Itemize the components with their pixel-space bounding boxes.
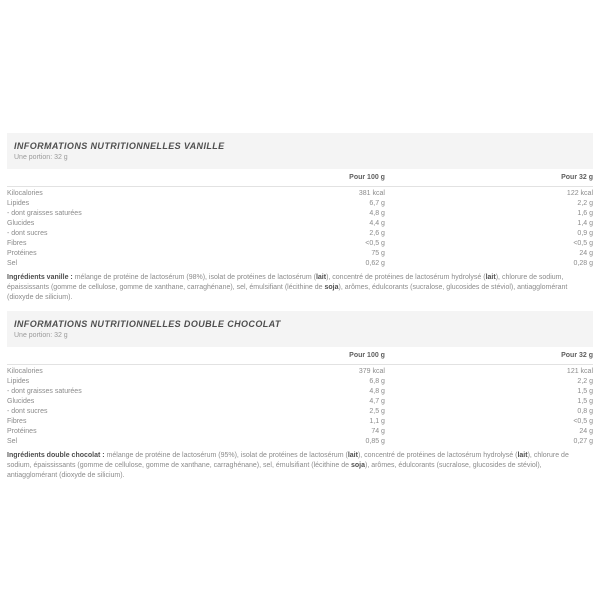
nutrition-table-vanille [7,171,593,269]
table-row [7,239,593,249]
per-100g-column-header: Pour 100 g [241,349,385,365]
value-per-32g: <0,5 g [573,240,593,247]
value-per-32g: 1,6 g [577,210,593,217]
value-per-100g: 2,6 g [369,230,385,237]
nutrient-label: Kilocalories [7,368,43,375]
table-row [7,229,593,239]
value-per-100g: 4,7 g [369,398,385,405]
per-100g-column-header: Pour 100 g [241,171,385,187]
table-row [7,387,593,397]
table-row [7,417,593,427]
section-title: INFORMATIONS NUTRITIONNELLES VANILLE [14,141,225,151]
nutrient-label: Sel [7,260,18,267]
ingredients-label: Ingrédients double chocolat : [7,452,107,459]
section-header-double-chocolat [7,311,593,347]
value-per-32g: 0,28 g [573,260,593,267]
table-row [7,259,593,269]
nutrient-label: - dont sucres [7,230,48,237]
section-vanille [7,133,593,303]
value-per-32g: 2,2 g [577,200,593,207]
portion-label: Une portion: 32 g [14,154,68,161]
ingredients-label: Ingrédients vanille : [7,274,75,281]
value-per-32g: 1,5 g [577,398,593,405]
value-per-32g: 0,8 g [577,408,593,415]
value-per-32g: 0,27 g [573,438,593,445]
value-per-100g: 74 g [371,428,385,435]
value-per-32g: 24 g [579,250,593,257]
nutrient-label: Fibres [7,418,27,425]
ingredients-paragraph-double-chocolat [7,451,593,481]
nutrient-label: Fibres [7,240,27,247]
nutrient-label: Glucides [7,220,35,227]
per-32g-column-header: Pour 32 g [385,349,593,365]
ingredients-paragraph-vanille [7,273,593,303]
section-header-vanille [7,133,593,169]
nutrient-label: Protéines [7,250,37,257]
nutrient-column-header [7,349,241,365]
table-row [7,437,593,447]
nutrient-label: - dont sucres [7,408,48,415]
nutrient-label: Kilocalories [7,190,43,197]
nutrient-label: - dont graisses saturées [7,210,82,217]
nutrient-label: Glucides [7,398,35,405]
value-per-100g: 2,5 g [369,408,385,415]
value-per-100g: 75 g [371,250,385,257]
value-per-100g: <0,5 g [365,240,385,247]
value-per-100g: 4,4 g [369,220,385,227]
value-per-100g: 1,1 g [369,418,385,425]
value-per-32g: 1,4 g [577,220,593,227]
ingredients-text: mélange de protéine de lactosérum (95%), isolat de protéines de lactosérum (lait), concentré de protéines de lactosérum hydrolysé (lait), chlorure de sodium, épaississants (gomme de cellulose, gomme de xanthane, carraghénane), sel, émulsifiant (lécithine de soja), arômes, édulcorants (sucralose, glucosides de stéviol), antiagglomérant (dioxyde de silicium). [7,452,569,479]
table-header-row [7,349,593,365]
nutrient-label: - dont graisses saturées [7,388,82,395]
value-per-100g: 0,85 g [365,438,385,445]
value-per-100g: 6,8 g [369,378,385,385]
value-per-32g: <0,5 g [573,418,593,425]
table-row [7,427,593,437]
value-per-32g: 24 g [579,428,593,435]
section-title: INFORMATIONS NUTRITIONNELLES DOUBLE CHOCOLAT [14,319,281,329]
nutrient-column-header [7,171,241,187]
portion-label: Une portion: 32 g [14,332,68,339]
table-row [7,187,593,200]
value-per-100g: 381 kcal [358,190,385,197]
value-per-32g: 1,5 g [577,388,593,395]
nutrient-label: Lipides [7,378,30,385]
nutrition-table-double-chocolat [7,349,593,447]
nutrient-label: Protéines [7,428,37,435]
table-row [7,365,593,378]
nutrient-label: Sel [7,438,18,445]
table-row [7,397,593,407]
section-double-chocolat [7,311,593,481]
table-row [7,249,593,259]
value-per-100g: 379 kcal [358,368,385,375]
value-per-100g: 4,8 g [369,210,385,217]
per-32g-column-header: Pour 32 g [385,171,593,187]
table-row [7,219,593,229]
value-per-100g: 6,7 g [369,200,385,207]
ingredients-text: mélange de protéine de lactosérum (98%), isolat de protéines de lactosérum (lait), concentré de protéines de lactosérum hydrolysé (lait), chlorure de sodium, épaississants (gomme de cellulose, gomme de xanthane, carraghénane), sel, émulsifiant (lécithine de soja), arômes, édulcorants (sucralose, glucosides de stéviol), antiagglomérant (dioxyde de silicium). [7,274,568,301]
nutrient-label: Lipides [7,200,30,207]
table-row [7,209,593,219]
value-per-32g: 0,9 g [577,230,593,237]
table-row [7,199,593,209]
value-per-32g: 121 kcal [566,368,593,375]
value-per-32g: 2,2 g [577,378,593,385]
table-row [7,407,593,417]
value-per-100g: 0,62 g [365,260,385,267]
value-per-32g: 122 kcal [566,190,593,197]
table-row [7,377,593,387]
value-per-100g: 4,8 g [369,388,385,395]
table-header-row [7,171,593,187]
